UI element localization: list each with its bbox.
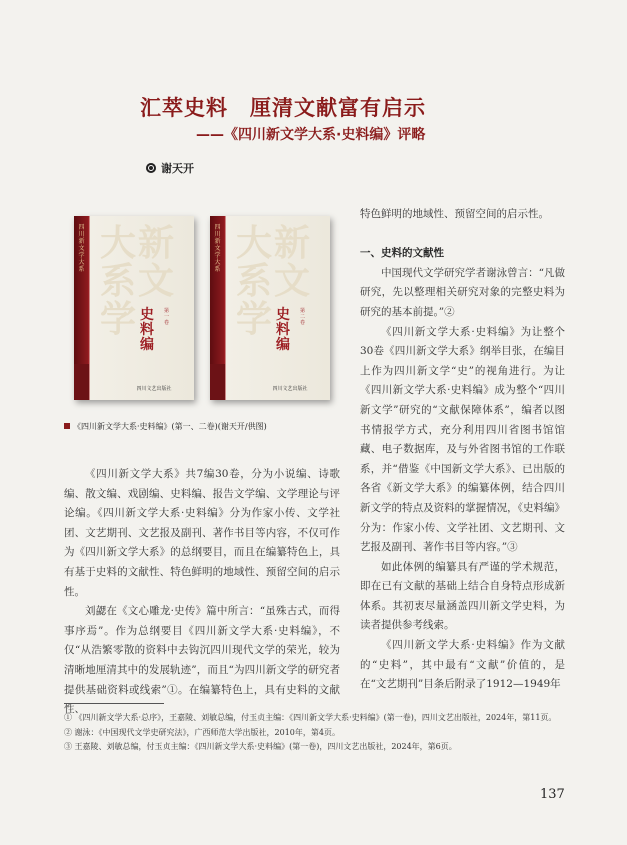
- book-spine-title: 四川新文学大系: [78, 224, 85, 273]
- body-paragraph: 如此体例的编纂具有严谨的学术规范，即在已有文献的基础上结合自身特点形成新体系。其初衷尽量涵盖四川新文学史料，为读者提供参考线索。: [360, 560, 565, 632]
- body-paragraph: 中国现代文学研究学者谢泳曾言：“凡做研究，先以整理相关研究对象的完整史料为研究的基本前提。”②: [360, 266, 565, 318]
- left-column: [64, 465, 340, 720]
- cover-edition-title: 史料编: [140, 307, 154, 353]
- book-cover-volume-2: [210, 216, 330, 400]
- footnote: ② 谢泳：《中国现代文学史研究法》，广西师范大学出版社，2010年，第4页。: [64, 727, 340, 737]
- cover-publisher: 四川文艺出版社: [272, 386, 308, 392]
- book-cover-volume-1: [74, 216, 194, 400]
- cover-volume: 第二卷: [300, 308, 306, 326]
- spine-band: [74, 364, 89, 400]
- cover-volume: 第一卷: [164, 308, 170, 326]
- continued-paragraph: 特色鲜明的地域性、预留空间的启示性。: [360, 208, 549, 220]
- body-paragraph: 刘勰在《文心雕龙·史传》篇中所言：“虽殊古式，而得事序焉”。作为总纲要目《四川新文学大系·史料编》，不仅“从浩繁零散的资料中去钩沉四川现代文学的荣光，较为清晰地厘清其中的发展轨迹”，而且“为四川新文学的研究者提供基础资料或线索”①。在编纂特色上，具有史料的文献性、: [64, 605, 340, 716]
- cover-edition-title: 史料编: [276, 307, 290, 353]
- footnotes: [64, 711, 565, 755]
- caption-text: 《四川新文学大系·史料编》(第一、二卷)(谢天开/供图): [73, 422, 267, 431]
- square-bullet-icon: [64, 423, 70, 429]
- author-name: 谢天开: [161, 162, 194, 175]
- bullet-icon: [146, 163, 156, 173]
- footnote: ③ 王嘉陵、刘敏总编，付玉贞主编：《四川新文学大系·史料编》(第一卷)，四川文艺出版社，2024年，第6页。: [64, 742, 457, 751]
- cover-publisher: 四川文艺出版社: [136, 386, 172, 392]
- cover-big-lettering: 大新系文学: [100, 222, 177, 340]
- spine-band: [210, 364, 225, 400]
- body-paragraph: 《四川新文学大系·史料编》作为文献的“史料”，其中最有“文献”价值的，是在“文艺期刊”目条后附录了1912—1949年: [360, 639, 565, 691]
- author-line: [146, 160, 194, 176]
- cover-big-lettering: 大新系文学: [236, 222, 313, 340]
- article-subtitle: ——《四川新文学大系·史料编》评略: [196, 127, 426, 143]
- right-column: [360, 205, 565, 695]
- section-heading: 一、史料的文献性: [360, 247, 444, 260]
- page-number: 137: [540, 787, 565, 802]
- book-spine-title: 四川新文学大系: [214, 224, 221, 273]
- body-paragraph: 《四川新文学大系·史料编》为让整个30卷《四川新文学大系》纲举目张，在编目上作为四川新文学“史”的视角进行。为让《四川新文学大系·史料编》成为整个“四川新文学”研究的“文献保障体系”，编者以图书情报学方式，充分利用四川省图书馆馆藏、电子数据库，及与外省图书馆的工作联系，并“借鉴《中国新文学大系》、已出版的各省《新文学大系》的编纂体例，结合四川新文学的特点及资料的掌握情况，《史料编》分为：作家小传、文学社团、文艺期刊、文艺报及副刊、著作书目等内容。”③: [360, 325, 565, 554]
- article-title: 汇萃史料 厘清文献富有启示: [140, 96, 426, 120]
- footnote-divider: [64, 703, 164, 704]
- figure-caption: [64, 421, 340, 432]
- body-paragraph: 《四川新文学大系》共7编30卷，分为小说编、诗歌编、散文编、戏剧编、史料编、报告文学编、文学理论与评论编。《四川新文学大系·史料编》分为作家小传、文学社团、文艺期刊、文艺报及副刊、著作书目等内容，不仅可作为《四川新文学大系》的总纲要目，而且在编纂特色上，具有基于史料的文献性、特色鲜明的地域性、预留空间的启示性。: [64, 468, 340, 598]
- book-photo: [64, 212, 340, 414]
- footnote: ① 《四川新文学大系·总序》，王嘉陵、刘敏总编，付玉贞主编：《四川新文学大系·史料编》(第一卷)，四川文艺出版社，2024年，第11页。: [64, 713, 557, 722]
